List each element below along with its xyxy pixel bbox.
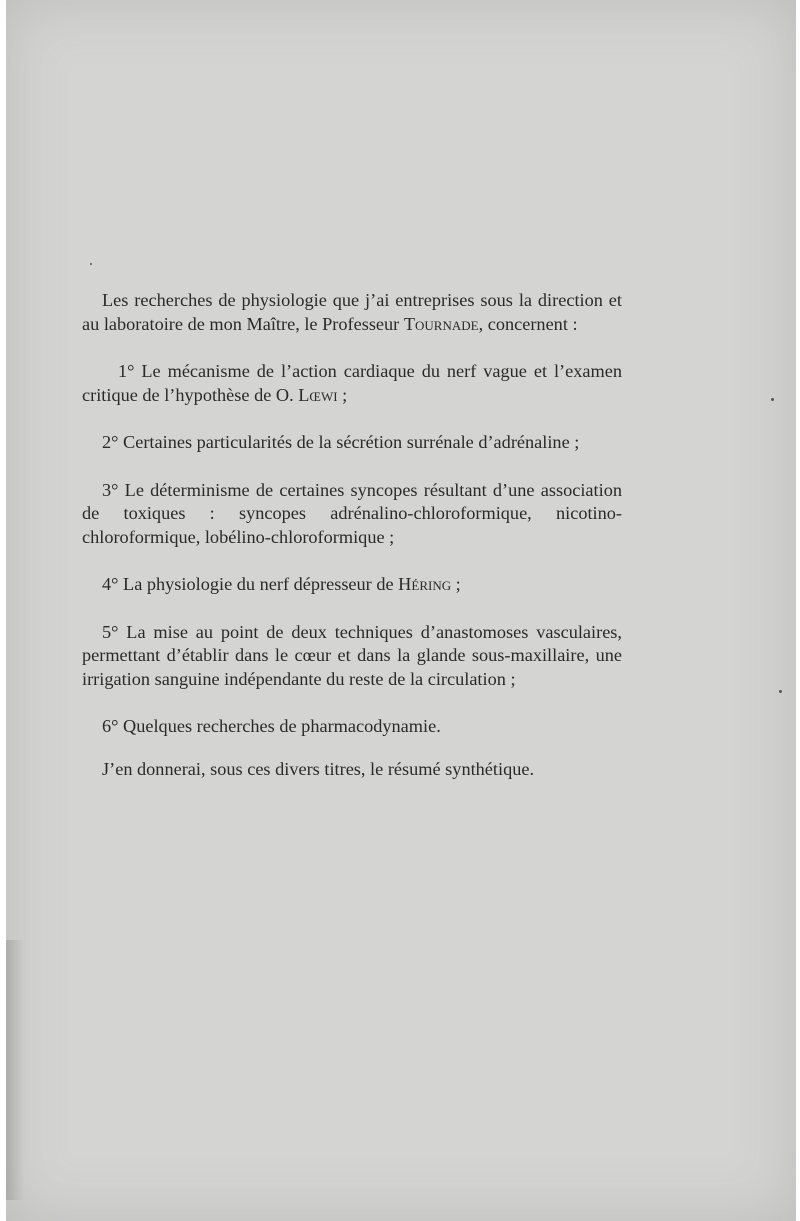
list-item-5 — [82, 621, 622, 692]
item-marker: 5° — [102, 621, 119, 642]
item-text: La mise au point de deux techniques d’anastomoses vasculaires, permettant d’établir dans le cœur et dans la glande sous-maxillaire, une irrigation sanguine indépendante du reste de la circulation ; — [82, 621, 622, 689]
item-tail: ; — [451, 574, 461, 594]
list-item-3 — [82, 479, 622, 550]
item-marker: 2° — [102, 432, 119, 452]
ink-speck — [771, 398, 774, 401]
item-text: Quelques recherches de pharmacodynamie. — [118, 716, 441, 736]
item-text: Certaines particularités de la sécrétion surrénale d’adrénaline ; — [118, 432, 580, 452]
ink-speck — [779, 690, 782, 693]
item-marker: 4° — [102, 574, 119, 594]
intro-text: Les recherches de physiologie que j’ai entreprises sous la direction et au laboratoire de mon Maître, le Professeur — [82, 290, 622, 334]
item-marker: 1° — [118, 361, 135, 381]
item-name: Lœwi — [298, 384, 338, 405]
document-body — [82, 289, 622, 781]
item-tail: ; — [337, 384, 348, 405]
item-text: Le déterminisme de certaines syncopes résultant d’une association de toxiques : syncopes adrénalino-chloroformique, nicotino-chloroformique, lobélino-chloroformique ; — [82, 479, 622, 547]
item-text: La physiologie du nerf dépresseur de — [118, 574, 399, 594]
list-item-4 — [82, 573, 622, 597]
intro-name: Tournade — [403, 313, 479, 334]
page-edge-shadow — [6, 940, 24, 1200]
closing-paragraph: J’en donnerai, sous ces divers titres, le résumé synthétique. — [102, 758, 535, 779]
list-item-6 — [82, 715, 622, 739]
intro-tail: , concernent : — [478, 313, 578, 334]
item-marker: 3° — [102, 479, 119, 500]
list-item-1 — [82, 360, 622, 407]
intro-paragraph — [82, 289, 622, 336]
item-marker: 6° — [102, 716, 119, 736]
list-item-2 — [82, 431, 622, 455]
ink-speck — [90, 263, 92, 265]
item-name: Héring — [398, 574, 452, 594]
item-text: Le mécanisme de l’action cardiaque du nerf vague et l’examen critique de l’hypothèse de O. — [82, 361, 622, 405]
